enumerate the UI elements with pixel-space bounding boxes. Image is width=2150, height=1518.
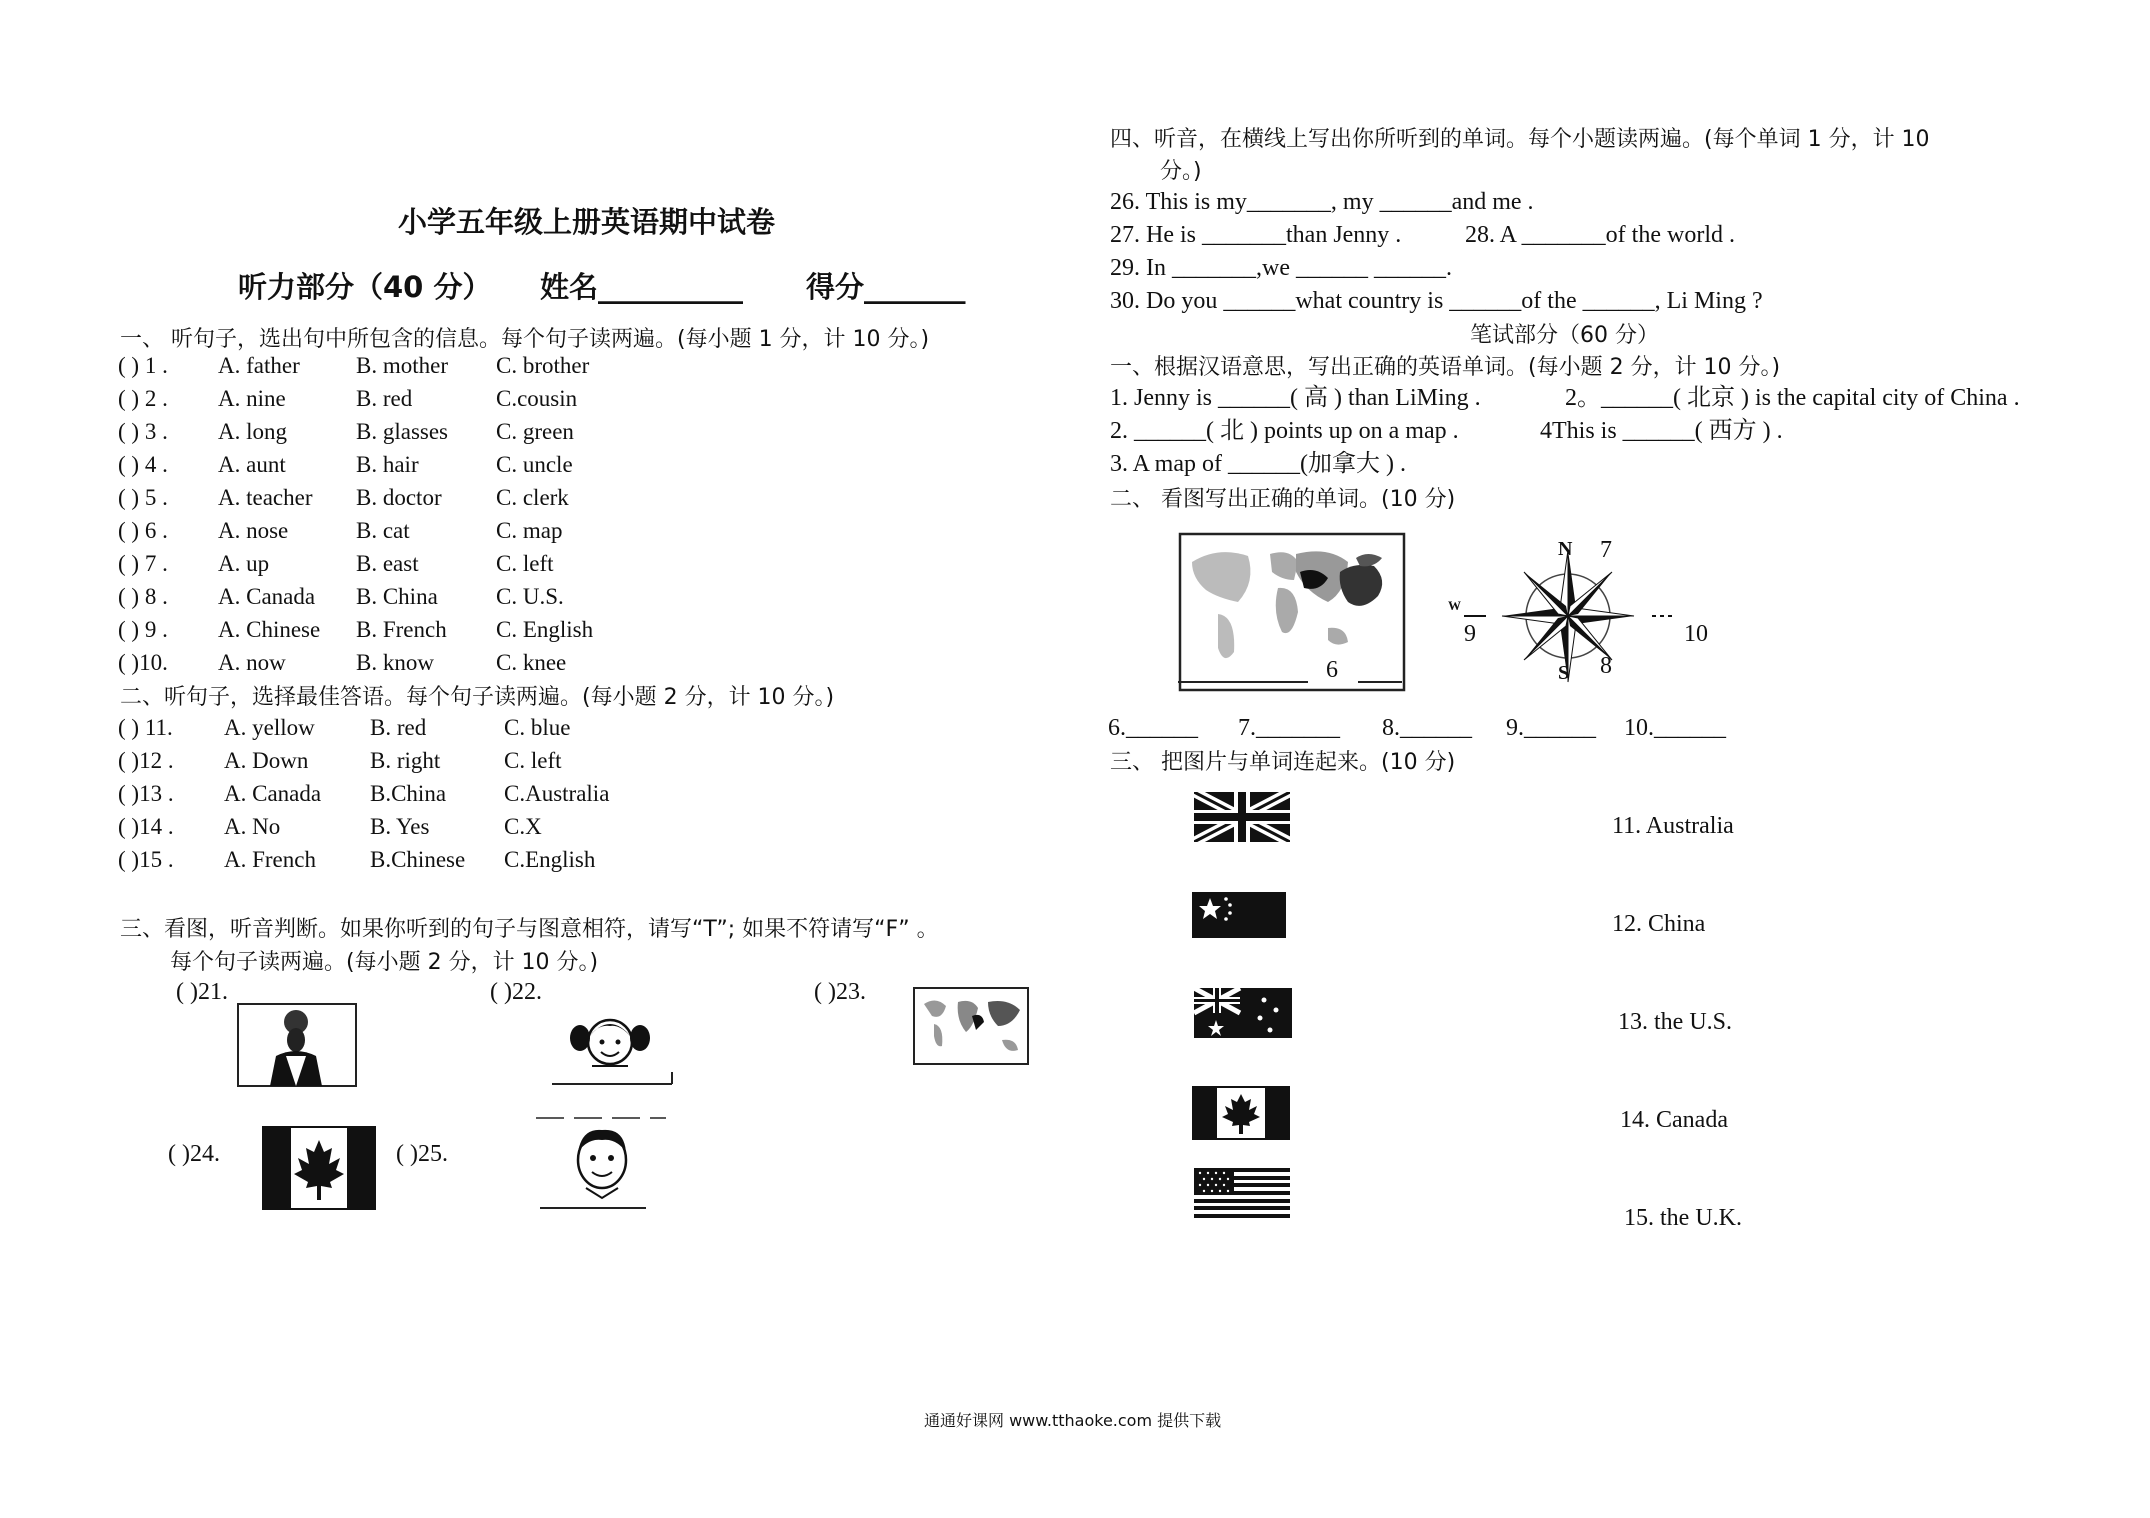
section1-heading: 一、 听句子，选出句中所包含的信息。每个句子读两遍。(每小题 1 分，计 10 分。) (120, 327, 930, 352)
written-q4[interactable]: 4This is ______( 西方 ) . (1540, 418, 1783, 444)
question-row[interactable] (118, 712, 678, 744)
option-b: B. China (356, 584, 438, 609)
option-a: A. yellow (224, 715, 315, 740)
question-row[interactable] (118, 778, 678, 810)
written-q3[interactable]: 2. ______( 北 ) points up on a map . (1110, 418, 1459, 444)
compass-label-10: 10 (1684, 621, 1708, 647)
option-a: A. No (224, 814, 281, 839)
compass-north-label: N (1558, 538, 1573, 560)
written-q1[interactable]: 1. Jenny is ______( 高 ) than LiMing . (1110, 385, 1481, 411)
compass-label-7: 7 (1600, 537, 1612, 563)
boy-picture-25 (536, 1112, 670, 1212)
option-c: C.cousin (496, 386, 578, 411)
canada-flag-picture-24 (262, 1126, 376, 1210)
written-section3-heading: 三、 把图片与单词连起来。(10 分) (1110, 750, 1456, 775)
question-21[interactable]: ( )21. (176, 979, 228, 1005)
answer-blank[interactable]: ( ) 8 . (118, 584, 168, 609)
option-b: B. know (356, 650, 434, 675)
question-25[interactable]: ( )25. (396, 1141, 448, 1167)
option-a: A. nine (218, 386, 286, 411)
question-row[interactable] (118, 614, 678, 646)
question-row[interactable] (118, 449, 678, 481)
option-a: A. Canada (218, 584, 316, 609)
uk-flag-icon (1194, 792, 1290, 842)
match-word-11[interactable]: 11. Australia (1612, 813, 1734, 839)
option-b: B. Yes (370, 814, 430, 839)
question-row[interactable] (118, 416, 678, 448)
option-a: A. Canada (224, 781, 322, 806)
question-row[interactable] (118, 515, 678, 547)
blank-9[interactable]: 9.______ (1506, 715, 1596, 741)
option-c: C. blue (504, 715, 571, 740)
question-row[interactable] (118, 383, 678, 415)
section3-heading-cont: 每个句子读两遍。(每小题 2 分，计 10 分。) (170, 950, 599, 975)
written-section1-heading: 一、根据汉语意思，写出正确的英语单词。(每小题 2 分，计 10 分。) (1110, 355, 1781, 380)
exam-title: 小学五年级上册英语期中试卷 (398, 205, 776, 239)
match-word-13[interactable]: 13. the U.S. (1618, 1009, 1732, 1035)
footer-credit: 通通好课网 www.tthaoke.com 提供下载 (924, 1411, 1222, 1430)
listening-section-label: 听力部分（40 分） (238, 270, 492, 304)
question-row[interactable] (118, 811, 678, 843)
option-c: C. uncle (496, 452, 573, 477)
option-c: C. English (496, 617, 594, 642)
option-b: B. mother (356, 353, 448, 378)
option-a: A. French (224, 847, 316, 872)
answer-blank[interactable]: ( )13 . (118, 781, 174, 806)
option-a: A. father (218, 353, 300, 378)
option-b: B. doctor (356, 485, 442, 510)
question-24[interactable]: ( )24. (168, 1141, 220, 1167)
question-row[interactable] (118, 548, 678, 580)
option-c: C. map (496, 518, 563, 543)
option-b: B. right (370, 748, 441, 773)
question-row[interactable] (118, 482, 678, 514)
answer-blank[interactable]: ( )10. (118, 650, 168, 675)
option-a: A. Chinese (218, 617, 321, 642)
map-label-6: 6 (1326, 657, 1338, 683)
option-b: B. cat (356, 518, 410, 543)
option-b: B. east (356, 551, 419, 576)
option-b: B. glasses (356, 419, 448, 444)
option-a: A. up (218, 551, 270, 576)
option-a: A. long (218, 419, 287, 444)
question-27[interactable]: 27. He is _______than Jenny . (1110, 222, 1402, 248)
option-c: C. left (504, 748, 562, 773)
blank-10[interactable]: 10.______ (1624, 715, 1726, 741)
answer-blank[interactable]: ( )15 . (118, 847, 174, 872)
answer-blank[interactable]: ( ) 5 . (118, 485, 168, 510)
score-field[interactable]: 得分_______ (806, 270, 966, 304)
question-23[interactable]: ( )23. (814, 979, 866, 1005)
compass-west-label: W (1448, 598, 1461, 613)
answer-blank[interactable]: ( ) 6 . (118, 518, 168, 543)
option-a: A. teacher (218, 485, 313, 510)
compass-label-9: 9 (1464, 621, 1476, 647)
question-22[interactable]: ( )22. (490, 979, 542, 1005)
option-a: A. Down (224, 748, 309, 773)
answer-blank[interactable]: ( ) 4 . (118, 452, 168, 477)
question-26[interactable]: 26. This is my_______, my ______and me . (1110, 189, 1534, 215)
blank-7[interactable]: 7._______ (1238, 715, 1340, 741)
question-row[interactable] (118, 745, 678, 777)
answer-blank[interactable]: ( ) 1 . (118, 353, 168, 378)
blank-6[interactable]: 6.______ (1108, 715, 1198, 741)
written-q5[interactable]: 3. A map of ______(加拿大 ) . (1110, 451, 1406, 477)
answer-blank[interactable]: ( ) 9 . (118, 617, 168, 642)
written-section2-heading: 二、 看图写出正确的单词。(10 分) (1110, 487, 1456, 512)
question-row[interactable] (118, 581, 678, 613)
option-c: C.X (504, 814, 542, 839)
china-flag-icon (1192, 892, 1286, 938)
section4-heading-cont: 分。) (1160, 159, 1202, 184)
section2-heading: 二、听句子，选择最佳答语。每个句子读两遍。(每小题 2 分，计 10 分。) (120, 685, 835, 710)
question-28[interactable]: 28. A _______of the world . (1465, 222, 1735, 248)
written-q2[interactable]: 2。______( 北京 ) is the capital city of China . (1565, 385, 2020, 411)
option-b: B. red (356, 386, 413, 411)
option-b: B.China (370, 781, 447, 806)
answer-blank[interactable]: ( ) 2 . (118, 386, 168, 411)
section3-heading: 三、看图，听音判断。如果你听到的句子与图意相符，请写“T”; 如果不符请写“F” 。 (120, 917, 939, 942)
answer-blank[interactable]: ( ) 11. (118, 715, 173, 740)
question-row[interactable] (118, 844, 678, 876)
question-row[interactable] (118, 350, 678, 382)
match-word-15[interactable]: 15. the U.K. (1624, 1205, 1742, 1231)
world-map-picture (1178, 532, 1406, 692)
option-a: A. aunt (218, 452, 286, 477)
match-word-14[interactable]: 14. Canada (1620, 1107, 1728, 1133)
option-c: C.Australia (504, 781, 610, 806)
option-b: B. red (370, 715, 427, 740)
us-flag-icon (1194, 1168, 1290, 1218)
option-c: C. left (496, 551, 554, 576)
match-word-12[interactable]: 12. China (1612, 911, 1706, 937)
option-c: C. green (496, 419, 574, 444)
compass-label-8: 8 (1600, 653, 1612, 679)
question-29[interactable]: 29. In _______,we ______ ______. (1110, 255, 1452, 281)
blank-8[interactable]: 8.______ (1382, 715, 1472, 741)
answer-blank[interactable]: ( )14 . (118, 814, 174, 839)
option-a: A. now (218, 650, 286, 675)
option-c: C.English (504, 847, 596, 872)
option-c: C. U.S. (496, 584, 564, 609)
person-picture-21 (236, 1002, 358, 1088)
answer-blank[interactable]: ( ) 3 . (118, 419, 168, 444)
option-c: C. knee (496, 650, 567, 675)
australia-flag-icon (1194, 988, 1292, 1038)
option-a: A. nose (218, 518, 289, 543)
option-b: B. French (356, 617, 447, 642)
question-row[interactable] (118, 647, 678, 679)
option-b: B. hair (356, 452, 419, 477)
world-map-picture-23 (912, 986, 1030, 1066)
option-c: C. brother (496, 353, 590, 378)
section4-heading: 四、听音，在横线上写出你所听到的单词。每个小题读两遍。(每个单词 1 分，计 10 (1110, 127, 1930, 152)
answer-blank[interactable]: ( )12 . (118, 748, 174, 773)
option-c: C. clerk (496, 485, 569, 510)
canada-flag-icon (1192, 1086, 1290, 1140)
name-field[interactable]: 姓名__________ (540, 270, 744, 304)
option-b: B.Chinese (370, 847, 466, 872)
compass-south-label: S (1558, 662, 1570, 684)
written-section-label: 笔试部分（60 分） (1470, 323, 1659, 348)
answer-blank[interactable]: ( ) 7 . (118, 551, 168, 576)
question-30[interactable]: 30. Do you ______what country is ______of the ______, Li Ming ? (1110, 288, 1763, 314)
girl-picture-22 (548, 1004, 678, 1086)
